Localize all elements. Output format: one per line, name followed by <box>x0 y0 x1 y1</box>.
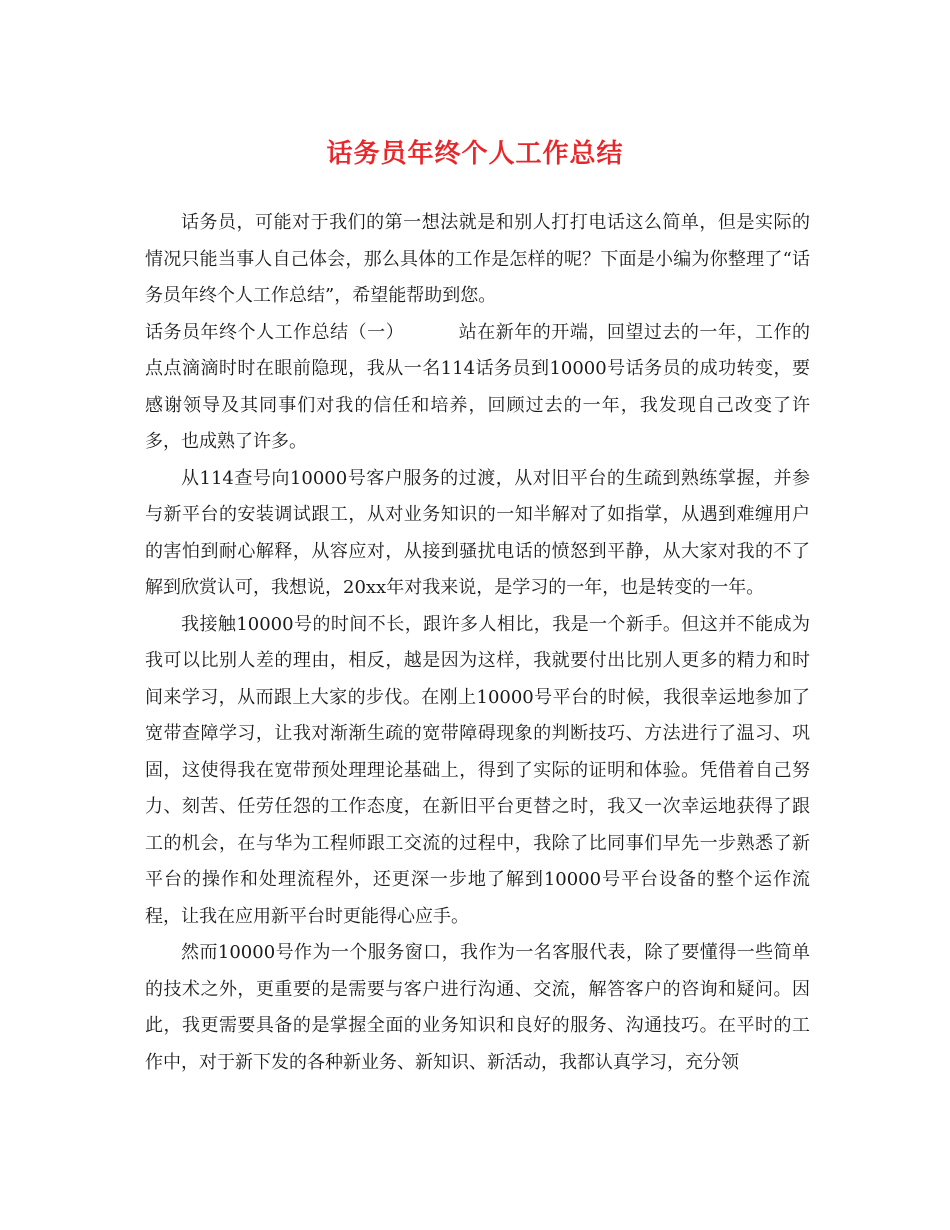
section-gap <box>404 322 458 343</box>
document-body <box>145 205 810 1081</box>
section-paragraph <box>145 315 810 461</box>
intro-paragraph: 话务员，可能对于我们的第一想法就是和别人打打电话这么简单，但是实际的情况只能当事人自己体会，那么具体的工作是怎样的呢？下面是小编为你整理了“话务员年终个人工作总结”，希望能帮助到您。 <box>145 212 810 306</box>
body-paragraph-learning: 我接触10000号的时间不长，跟许多人相比，我是一个新手。但这并不能成为我可以比别人差的理由，相反，越是因为这样，我就要付出比别人更多的精力和时间来学习，从而跟上大家的步伐。在刚上10000号平台的时候，我很幸运地参加了宽带查障学习，让我对渐渐生疏的宽带障碍现象的判断技巧、方法进行了温习、巩固，这使得我在宽带预处理理论基础上，得到了实际的证明和体验。凭借着自己努力、刻苦、任劳任怨的工作态度，在新旧平台更替之时，我又一次幸运地获得了跟工的机会，在与华为工程师跟工交流的过程中，我除了比同事们早先一步熟悉了新平台的操作和处理流程外，还更深一步地了解到10000号平台设备的整个运作流程，让我在应用新平台时更能得心应手。 <box>145 613 810 927</box>
document-title: 话务员年终个人工作总结 <box>326 139 624 169</box>
section-first-text: 站在新年的开端，回望过去的一年，工作的点点滴滴时时在眼前隐现，我从一名114话务员到10000号话务员的成功转变，要感谢领导及其同事们对我的信任和培养，回顾过去的一年，我发现自己改变了许多，也成熟了许多。 <box>145 321 811 452</box>
section-heading: 话务员年终个人工作总结（一） <box>145 321 405 343</box>
body-paragraph-transition: 从114查号向10000号客户服务的过渡，从对旧平台的生疏到熟练掌握，并参与新平台的安装调试跟工，从对业务知识的一知半解对了如指掌，从遇到难缠用户的害怕到耐心解释，从容应对，从接到骚扰电话的愤怒到平静，从大家对我的不了解到欣赏认可，我想说，20xx年对我来说，是学习的一年，也是转变的一年。 <box>145 467 810 598</box>
body-paragraph-service: 然而10000号作为一个服务窗口，我作为一名客服代表，除了要懂得一些简单的技术之外，更重要的是需要与客户进行沟通、交流，解答客户的咨询和疑问。因此，我更需要具备的是掌握全面的业务知识和良好的服务、沟通技巧。在平时的工作中，对于新下发的各种新业务、新知识、新活动，我都认真学习，充分领 <box>145 942 810 1073</box>
